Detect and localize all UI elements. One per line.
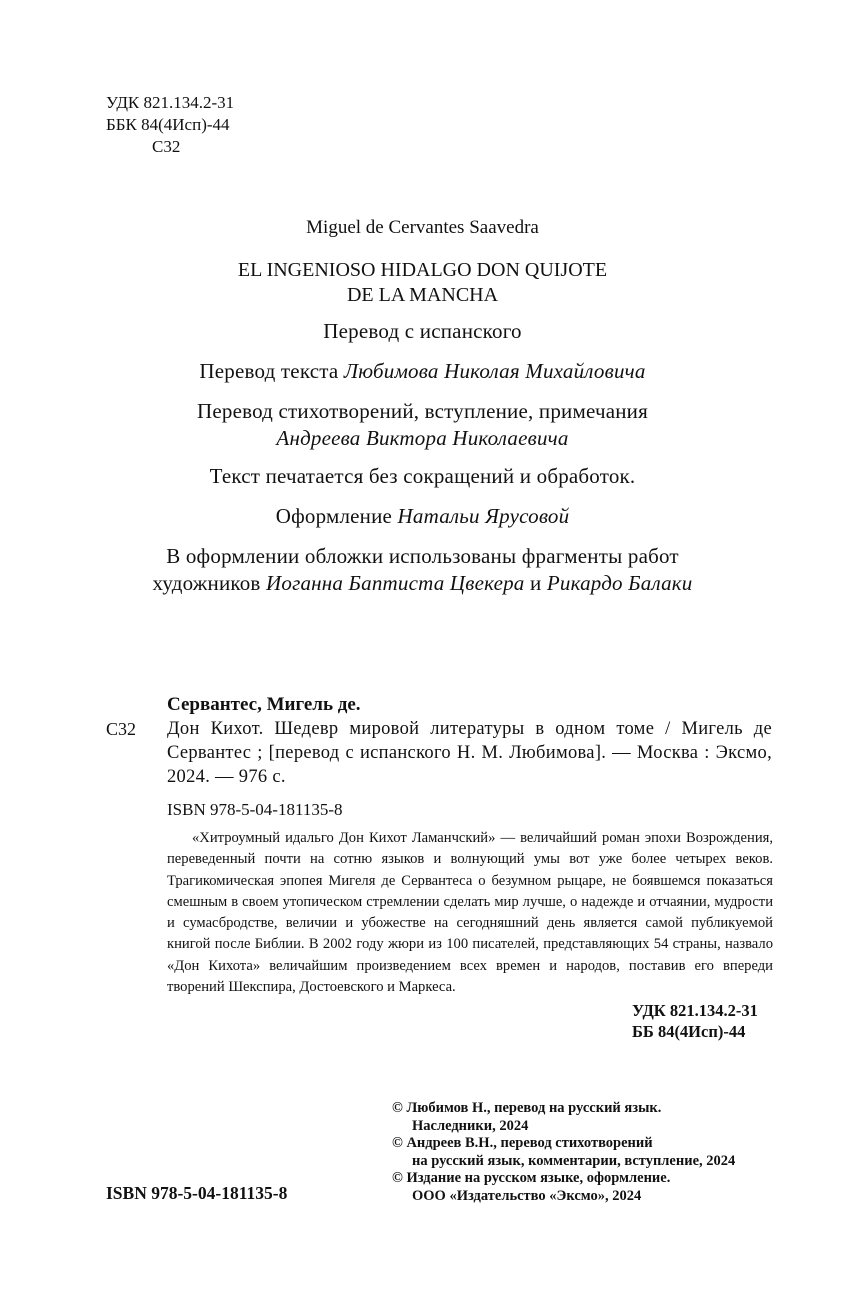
designer-name: Натальи Ярусовой (397, 504, 570, 528)
copyright-item (392, 1100, 735, 1135)
text-translation-label: Перевод текста (199, 359, 344, 383)
catalog-isbn: ISBN 978-5-04-181135-8 (167, 800, 343, 819)
copyright-line: © Андреев В.Н., перевод стихотворений (392, 1135, 653, 1152)
catalog-author: Сервантес, Мигель де. (167, 694, 361, 715)
annotation: «Хитроумный идальго Дон Кихот Ламанчский» — величайший роман эпохи Возрождения, переведенный почти на сотню языков и волнующий умы вот уже более четырех веков. Трагикомическая эпопея Мигеля де Сервантеса о безумном рыцаре, не боявшемся показаться смешным в своем утопическом стремлении сделать мир лучше, о надежде и отчаянии, мудрости и сумасбродстве, величии и убожестве на сегодняшний день является самой публикуемой книгой после Библии. В 2002 году жюри из 100 писателей, представляющих 54 страны, назвало «Дон Кихота» величайшим произведением всех времен и народов, поставив его впереди творений Шекспира, Достоевского и Маркеса. (167, 830, 773, 996)
translated-from: Перевод с испанского (323, 319, 522, 343)
copyright-line: © Издание на русском языке, оформление. (392, 1170, 671, 1187)
design-credit (80, 503, 765, 530)
isbn-bottom: ISBN 978-5-04-181135-8 (106, 1183, 288, 1203)
text-translation-credit (80, 358, 765, 385)
cover-note (80, 543, 765, 597)
copyright-line: © Любимов Н., перевод на русский язык. (392, 1100, 662, 1116)
catalog-card (106, 692, 772, 821)
catalog-description: Дон Кихот. Шедевр мировой литературы в одном томе / Мигель де Сервантес ; [перевод с испанского Н. М. Любимова]. — Москва : Эксмо, 2024. — 976 с. (167, 719, 772, 787)
cover-note-line2 (80, 570, 765, 597)
original-title (80, 258, 765, 308)
design-label: Оформление (275, 504, 398, 528)
artist-2: Рикардо Балаки (546, 571, 693, 595)
original-title-line1: EL INGENIOSO HIDALGO DON QUIJOTE (237, 259, 608, 281)
author-mark: С32 (152, 137, 181, 156)
classification-bottom (632, 1000, 758, 1042)
udk-bottom: УДК 821.134.2-31 (632, 1001, 758, 1020)
copyright-line: ООО «Издательство «Эксмо», 2024 (412, 1187, 642, 1204)
original-author: Miguel de Cervantes Saavedra (306, 217, 539, 238)
original-title-line2: DE LA MANCHA (346, 284, 499, 306)
bbk-code: ББК 84(4Исп)-44 (106, 115, 230, 134)
classification-codes (106, 92, 234, 158)
conjunction: и (524, 571, 547, 595)
catalog-code: С32 (106, 719, 137, 739)
bbk-bottom: ББ 84(4Исп)-44 (632, 1022, 746, 1041)
cover-note-prefix: художников (152, 571, 266, 595)
udk-code: УДК 821.134.2-31 (106, 93, 235, 112)
copyright-notices (392, 1100, 735, 1206)
cover-note-line1: В оформлении обложки использованы фрагменты работ (166, 544, 679, 568)
copyright-line: Наследники, 2024 (412, 1117, 529, 1134)
copyright-item (392, 1135, 735, 1170)
verses-translator-name: Андреева Виктора Николаевича (276, 426, 569, 450)
unabridged-note: Текст печатается без сокращений и обработок. (209, 464, 636, 488)
verses-label: Перевод стихотворений, вступление, примечания (197, 399, 648, 423)
catalog-entry (106, 717, 772, 789)
verses-translation-credit (80, 398, 765, 452)
text-translator-name: Любимова Николая Михайловича (343, 359, 646, 383)
artist-1: Иоганна Баптиста Цвекера (266, 571, 525, 595)
copyright-item (392, 1170, 735, 1205)
copyright-line: на русский язык, комментарии, вступление, 2024 (412, 1152, 736, 1169)
